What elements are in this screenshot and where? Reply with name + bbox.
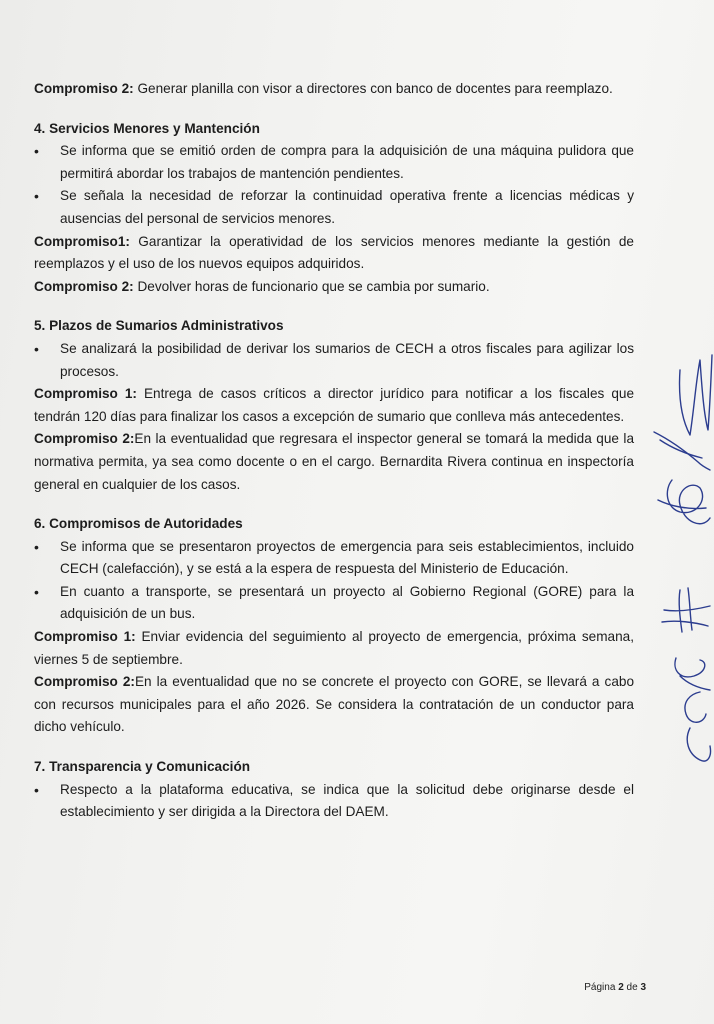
commitment-label: Compromiso1: <box>34 233 130 249</box>
page-footer <box>584 982 646 993</box>
section-5 <box>34 315 634 496</box>
document-body <box>34 78 634 824</box>
commitment <box>34 626 634 671</box>
signature-stroke <box>667 480 710 524</box>
signature-stroke <box>685 692 711 761</box>
commitment <box>34 428 634 496</box>
section-heading: 5. Plazos de Sumarios Administrativos <box>34 318 284 334</box>
margin-signatures <box>650 340 714 800</box>
intro-commitment <box>34 78 634 101</box>
commitment-label: Compromiso 2: <box>34 278 134 294</box>
commitment-text: Enviar evidencia del seguimiento al proyecto de emergencia, próxima semana, viernes 5 de septiembre. <box>34 629 634 667</box>
commitment <box>34 276 634 299</box>
commitment-text: En la eventualidad que no se concrete el proyecto con GORE, se llevará a cabo con recursos municipales para el año 2026. Se considera la contratación de un conductor para dicho vehículo. <box>34 674 635 735</box>
commitment-text: Entrega de casos críticos a director jurídico para notificar a los fiscales que tendrán 120 días para finalizar los casos a excepción de sumario que conlleva más antecedentes. <box>34 386 634 424</box>
bullet-item: • Se señala la necesidad de reforzar la continuidad operativa frente a licencias médicas y ausencias del personal de servicios menores. <box>34 185 634 230</box>
section-6 <box>34 513 634 739</box>
commitment <box>34 231 634 276</box>
bullet-item: • Respecto a la plataforma educativa, se indica que la solicitud debe originarse desde el establecimiento y ser dirigida a la Directora del DAEM. <box>34 779 634 824</box>
bullet-item: • Se analizará la posibilidad de derivar los sumarios de CECH a otros fiscales para agilizar los procesos. <box>34 338 634 383</box>
bullet-list <box>34 140 634 230</box>
commitment-text: Garantizar la operatividad de los servicios menores mediante la gestión de reemplazos y el uso de los nuevos equipos adquiridos. <box>34 233 634 272</box>
section-4 <box>34 118 634 299</box>
commitment-label: Compromiso 2: <box>34 674 135 690</box>
signature-stroke <box>675 658 710 690</box>
commitment-text: En la eventualidad que regresara el inspector general se tomará la medida que la normativa permita, ya sea como docente o en el cargo. Bernardita Rivera continua en inspectoría general en cualquier de los casos. <box>34 431 634 492</box>
total-pages: 3 <box>640 982 646 993</box>
section-heading: 7. Transparencia y Comunicación <box>34 759 251 775</box>
bullet-item: • Se informa que se presentaron proyectos de emergencia para seis establecimientos, incluido CECH (calefacción), y se está a la espera de respuesta del Ministerio de Educación. <box>34 536 634 581</box>
commitment-label: Compromiso 2: <box>34 431 135 447</box>
commitment <box>34 383 634 428</box>
section-heading: 4. Servicios Menores y Mantención <box>34 120 260 136</box>
commitment <box>34 671 634 739</box>
bullet-item: • Se informa que se emitió orden de compra para la adquisición de una máquina pulidora que permitirá abordar los trabajos de mantención pendientes. <box>34 140 634 185</box>
section-7 <box>34 756 634 824</box>
bullet-list <box>34 338 634 383</box>
commitment-label: Compromiso 1: <box>34 386 137 402</box>
footer-middle: de <box>623 982 641 993</box>
commitment-label: Compromiso 1: <box>34 629 136 645</box>
signature-stroke <box>679 355 712 435</box>
bullet-item: • En cuanto a transporte, se presentará un proyecto al Gobierno Regional (GORE) para la adquisición de un bus. <box>34 581 634 626</box>
bullet-list <box>34 779 634 824</box>
commitment-text: Devolver horas de funcionario que se cambia por sumario. <box>133 278 490 294</box>
commitment-text: Generar planilla con visor a directores con banco de docentes para reemplazo. <box>133 81 613 96</box>
bullet-list <box>34 536 634 626</box>
commitment-label: Compromiso 2: <box>34 81 134 96</box>
footer-prefix: Página <box>584 982 619 993</box>
signature-stroke <box>662 588 710 632</box>
section-heading: 6. Compromisos de Autoridades <box>34 516 243 532</box>
current-page: 2 <box>618 982 624 993</box>
